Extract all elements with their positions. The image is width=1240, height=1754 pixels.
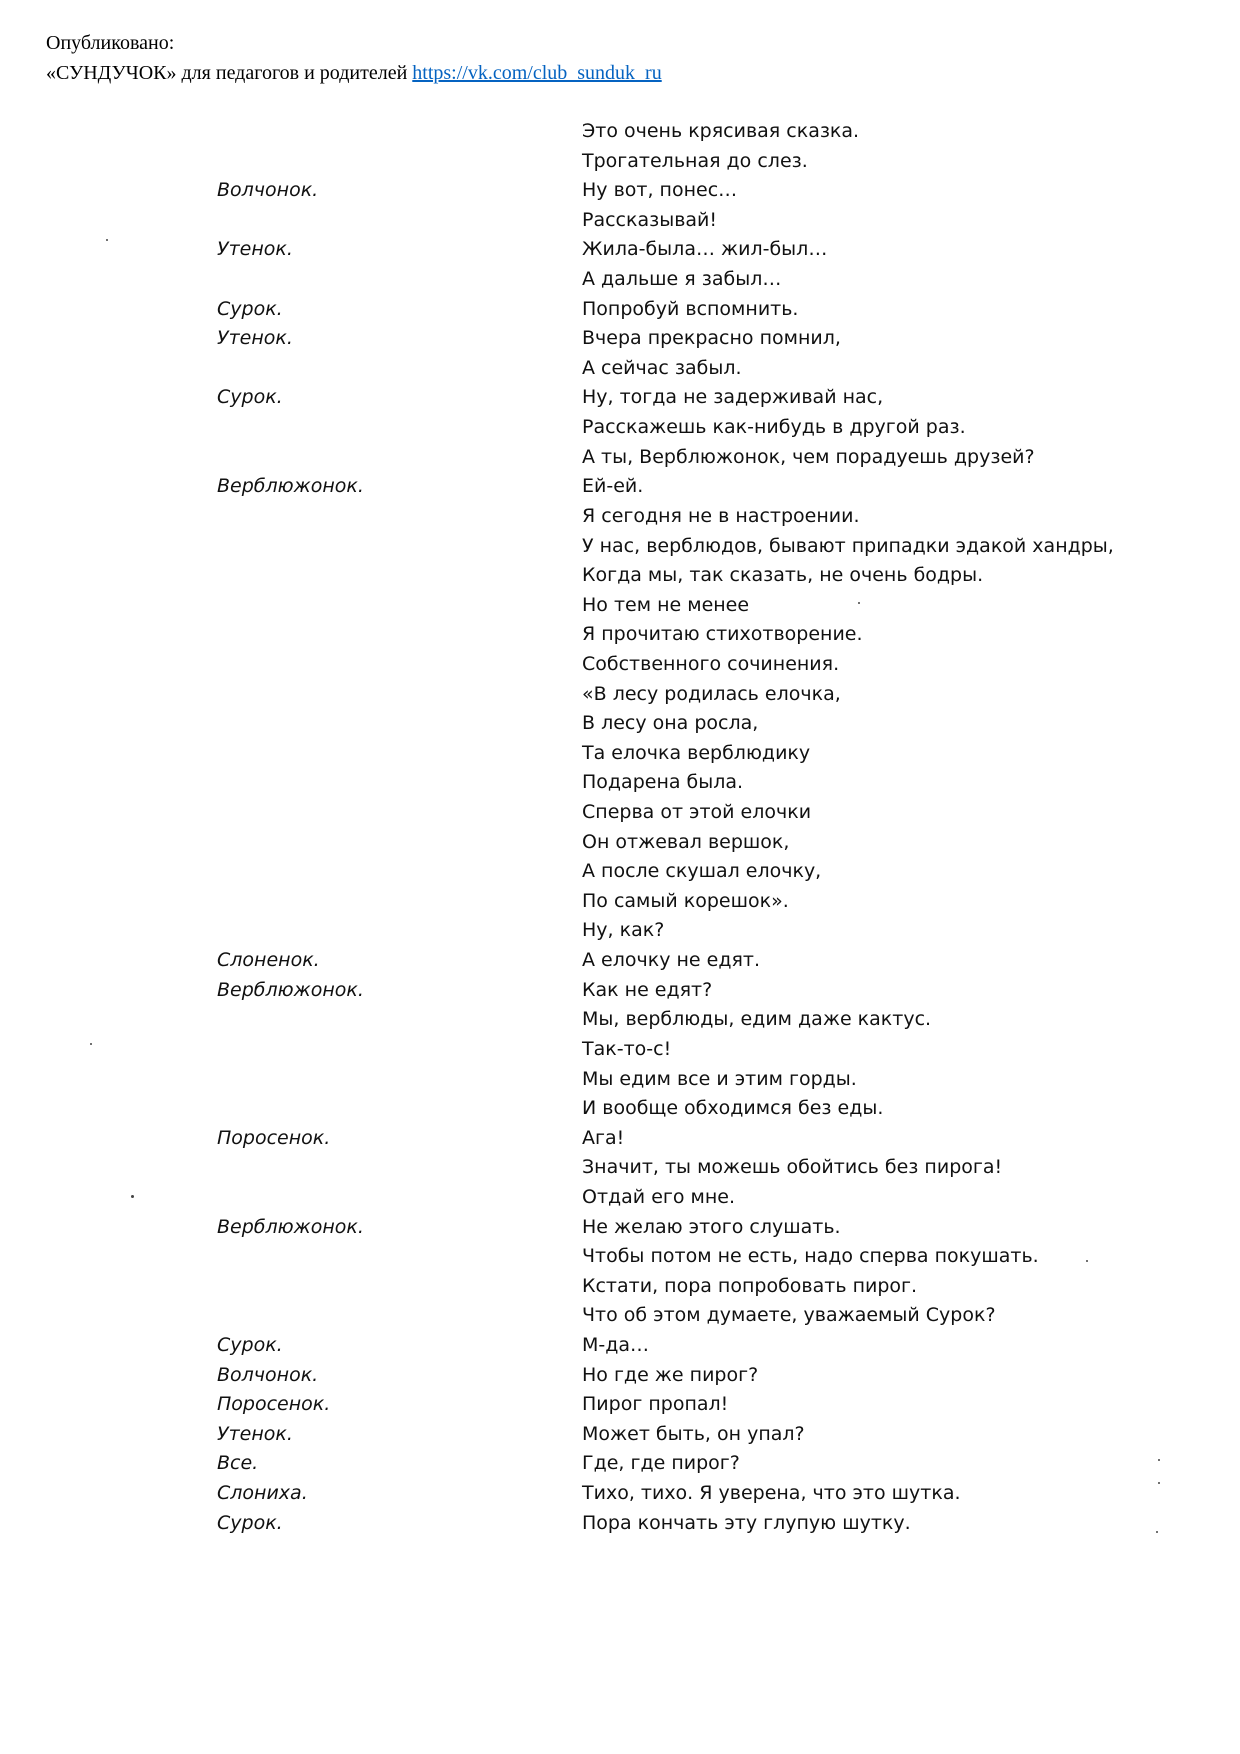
dialogue-line: По самый корешок». bbox=[582, 889, 789, 912]
dialogue-line: Расскажешь как-нибудь в другой раз. bbox=[582, 416, 966, 439]
scan-speck bbox=[1086, 1260, 1088, 1262]
dialogue-line: Я сегодня не в настроении. bbox=[582, 504, 860, 527]
dialogue-line: В лесу она росла, bbox=[582, 712, 759, 735]
dialogue-line: Но где же пирог? bbox=[582, 1363, 759, 1386]
dialogue-line: Мы едим все и этим горды. bbox=[582, 1067, 857, 1090]
script-row bbox=[0, 1005, 1240, 1035]
dialogue-line: Отдай его мне. bbox=[582, 1185, 736, 1208]
dialogue-line: Как не едят? bbox=[582, 978, 713, 1001]
script-row bbox=[0, 591, 1240, 621]
script-row bbox=[0, 1153, 1240, 1183]
source-text: «СУНДУЧОК» для педагогов и родителей bbox=[46, 62, 408, 84]
dialogue-line: Сперва от этой елочки bbox=[582, 801, 812, 824]
dialogue-line: Где, где пирог? bbox=[582, 1452, 740, 1475]
speaker-name: Поросенок. bbox=[217, 1126, 331, 1149]
script-row bbox=[0, 887, 1240, 917]
speaker-name: Утенок. bbox=[217, 238, 293, 261]
scan-speck bbox=[131, 1195, 134, 1198]
script-row bbox=[0, 828, 1240, 858]
speaker-name: Верблюжонок. bbox=[217, 1215, 364, 1238]
dialogue-line: Та елочка верблюдику bbox=[582, 741, 811, 764]
speaker-name: Волчонок. bbox=[217, 179, 319, 202]
script-row bbox=[0, 532, 1240, 562]
scan-speck bbox=[1158, 1482, 1160, 1484]
speaker-name: Все. bbox=[217, 1452, 259, 1475]
dialogue-line: Он отжевал вершок, bbox=[582, 830, 790, 853]
dialogue-line: А после скушал елочку, bbox=[582, 860, 822, 883]
script-row bbox=[0, 680, 1240, 710]
script-row bbox=[0, 709, 1240, 739]
dialogue-line: Не желаю этого слушать. bbox=[582, 1215, 841, 1238]
speaker-name: Волчонок. bbox=[217, 1363, 319, 1386]
scan-speck bbox=[858, 602, 860, 604]
dialogue-line: Может быть, он упал? bbox=[582, 1422, 805, 1445]
dialogue-line: Собственного сочинения. bbox=[582, 652, 840, 675]
script-row bbox=[0, 1479, 1240, 1509]
dialogue-line: Но тем не менее bbox=[582, 593, 750, 616]
script-row bbox=[0, 1094, 1240, 1124]
script-row bbox=[0, 413, 1240, 443]
dialogue-line: Ага! bbox=[582, 1126, 625, 1149]
script-row bbox=[0, 1420, 1240, 1450]
dialogue-line: Значит, ты можешь обойтись без пирога! bbox=[582, 1156, 1003, 1179]
speaker-name: Сурок. bbox=[217, 1333, 283, 1356]
script-row bbox=[0, 176, 1240, 206]
scan-speck bbox=[106, 239, 108, 241]
script-row bbox=[0, 916, 1240, 946]
script-row bbox=[0, 502, 1240, 532]
dialogue-line: Подарена была. bbox=[582, 771, 744, 794]
speaker-name: Сурок. bbox=[217, 1511, 283, 1534]
source-line bbox=[46, 58, 662, 88]
dialogue-line: Ну вот, понес… bbox=[582, 179, 738, 202]
dialogue-line: А елочку не едят. bbox=[582, 949, 760, 972]
dialogue-line: А ты, Верблюжонок, чем порадуешь друзей? bbox=[582, 445, 1035, 468]
dialogue-line: Так-то-с! bbox=[582, 1037, 672, 1060]
published-label: Опубликовано: bbox=[46, 32, 175, 54]
speaker-name: Слониха. bbox=[217, 1482, 308, 1505]
script-row bbox=[0, 1449, 1240, 1479]
dialogue-line: Я прочитаю стихотворение. bbox=[582, 623, 863, 646]
speaker-name: Сурок. bbox=[217, 297, 283, 320]
dialogue-line: Тихо, тихо. Я уверена, что это шутка. bbox=[582, 1482, 961, 1505]
dialogue-line: Вчера прекрасно помнил, bbox=[582, 327, 841, 350]
script-row bbox=[0, 383, 1240, 413]
speaker-name: Верблюжонок. bbox=[217, 978, 364, 1001]
dialogue-line: У нас, верблюдов, бывают припадки эдакой хандры, bbox=[582, 534, 1114, 557]
publication-header bbox=[46, 28, 662, 88]
script-row bbox=[0, 295, 1240, 325]
dialogue-line: И вообще обходимся без еды. bbox=[582, 1097, 884, 1120]
script-row bbox=[0, 1272, 1240, 1302]
dialogue-line: А дальше я забыл… bbox=[582, 268, 782, 291]
dialogue-line: Это очень крясивая сказка. bbox=[582, 120, 860, 142]
dialogue-line: Ну, тогда не задерживай нас, bbox=[582, 386, 884, 409]
script-row bbox=[0, 1035, 1240, 1065]
dialogue-line: Кстати, пора попробовать пирог. bbox=[582, 1274, 918, 1297]
script-row bbox=[0, 472, 1240, 502]
script-row bbox=[0, 1213, 1240, 1243]
speaker-name: Утенок. bbox=[217, 327, 293, 350]
script-row bbox=[0, 1065, 1240, 1095]
speaker-name: Поросенок. bbox=[217, 1393, 331, 1416]
script-row bbox=[0, 650, 1240, 680]
dialogue-line: Рассказывай! bbox=[582, 208, 718, 231]
script-row bbox=[0, 739, 1240, 769]
dialogue-line: Пирог пропал! bbox=[582, 1393, 729, 1416]
dialogue-line: Пора кончать эту глупую шутку. bbox=[582, 1511, 911, 1534]
script-row bbox=[0, 117, 1240, 147]
scan-speck bbox=[90, 1043, 92, 1045]
script-row bbox=[0, 561, 1240, 591]
dialogue-line: Мы, верблюды, едим даже кактус. bbox=[582, 1008, 932, 1031]
script-row bbox=[0, 1183, 1240, 1213]
script-row bbox=[0, 620, 1240, 650]
speaker-name: Слоненок. bbox=[217, 949, 320, 972]
dialogue-line: Что об этом думаете, уважаемый Сурок? bbox=[582, 1304, 996, 1327]
script-row bbox=[0, 946, 1240, 976]
script-row bbox=[0, 1509, 1240, 1539]
dialogue-line: Чтобы потом не есть, надо сперва покушать. bbox=[582, 1245, 1039, 1268]
script-row bbox=[0, 768, 1240, 798]
dialogue-line: Трогательная до слез. bbox=[582, 149, 808, 172]
script-row bbox=[0, 265, 1240, 295]
script-row bbox=[0, 1361, 1240, 1391]
dialogue-line: Ну, как? bbox=[582, 919, 665, 942]
script-row bbox=[0, 235, 1240, 265]
dialogue-line: Жила-была… жил-был… bbox=[582, 238, 828, 261]
script-row bbox=[0, 976, 1240, 1006]
script-row bbox=[0, 1331, 1240, 1361]
dialogue-line: Попробуй вспомнить. bbox=[582, 297, 799, 320]
dialogue-line: М-да… bbox=[582, 1333, 650, 1356]
dialogue-line: Ей-ей. bbox=[582, 475, 644, 498]
script-row bbox=[0, 443, 1240, 473]
dialogue-line: А сейчас забыл. bbox=[582, 356, 742, 379]
script-row bbox=[0, 354, 1240, 384]
script-row bbox=[0, 1390, 1240, 1420]
script-row bbox=[0, 798, 1240, 828]
dialogue-line: Когда мы, так сказать, не очень бодры. bbox=[582, 564, 984, 587]
script-row bbox=[0, 1301, 1240, 1331]
script-row bbox=[0, 1124, 1240, 1154]
script-row bbox=[0, 1242, 1240, 1272]
speaker-name: Верблюжонок. bbox=[217, 475, 364, 498]
speaker-name: Утенок. bbox=[217, 1422, 293, 1445]
script-row bbox=[0, 857, 1240, 887]
dialogue-line: «В лесу родилась елочка, bbox=[582, 682, 841, 705]
source-link[interactable]: https://vk.com/club_sunduk_ru bbox=[412, 62, 662, 84]
script-row bbox=[0, 324, 1240, 354]
speaker-name: Сурок. bbox=[217, 386, 283, 409]
scan-speck bbox=[1156, 1531, 1158, 1533]
script-row bbox=[0, 206, 1240, 236]
scan-speck bbox=[1158, 1459, 1160, 1461]
script-row bbox=[0, 147, 1240, 177]
script-body bbox=[0, 117, 1240, 1538]
